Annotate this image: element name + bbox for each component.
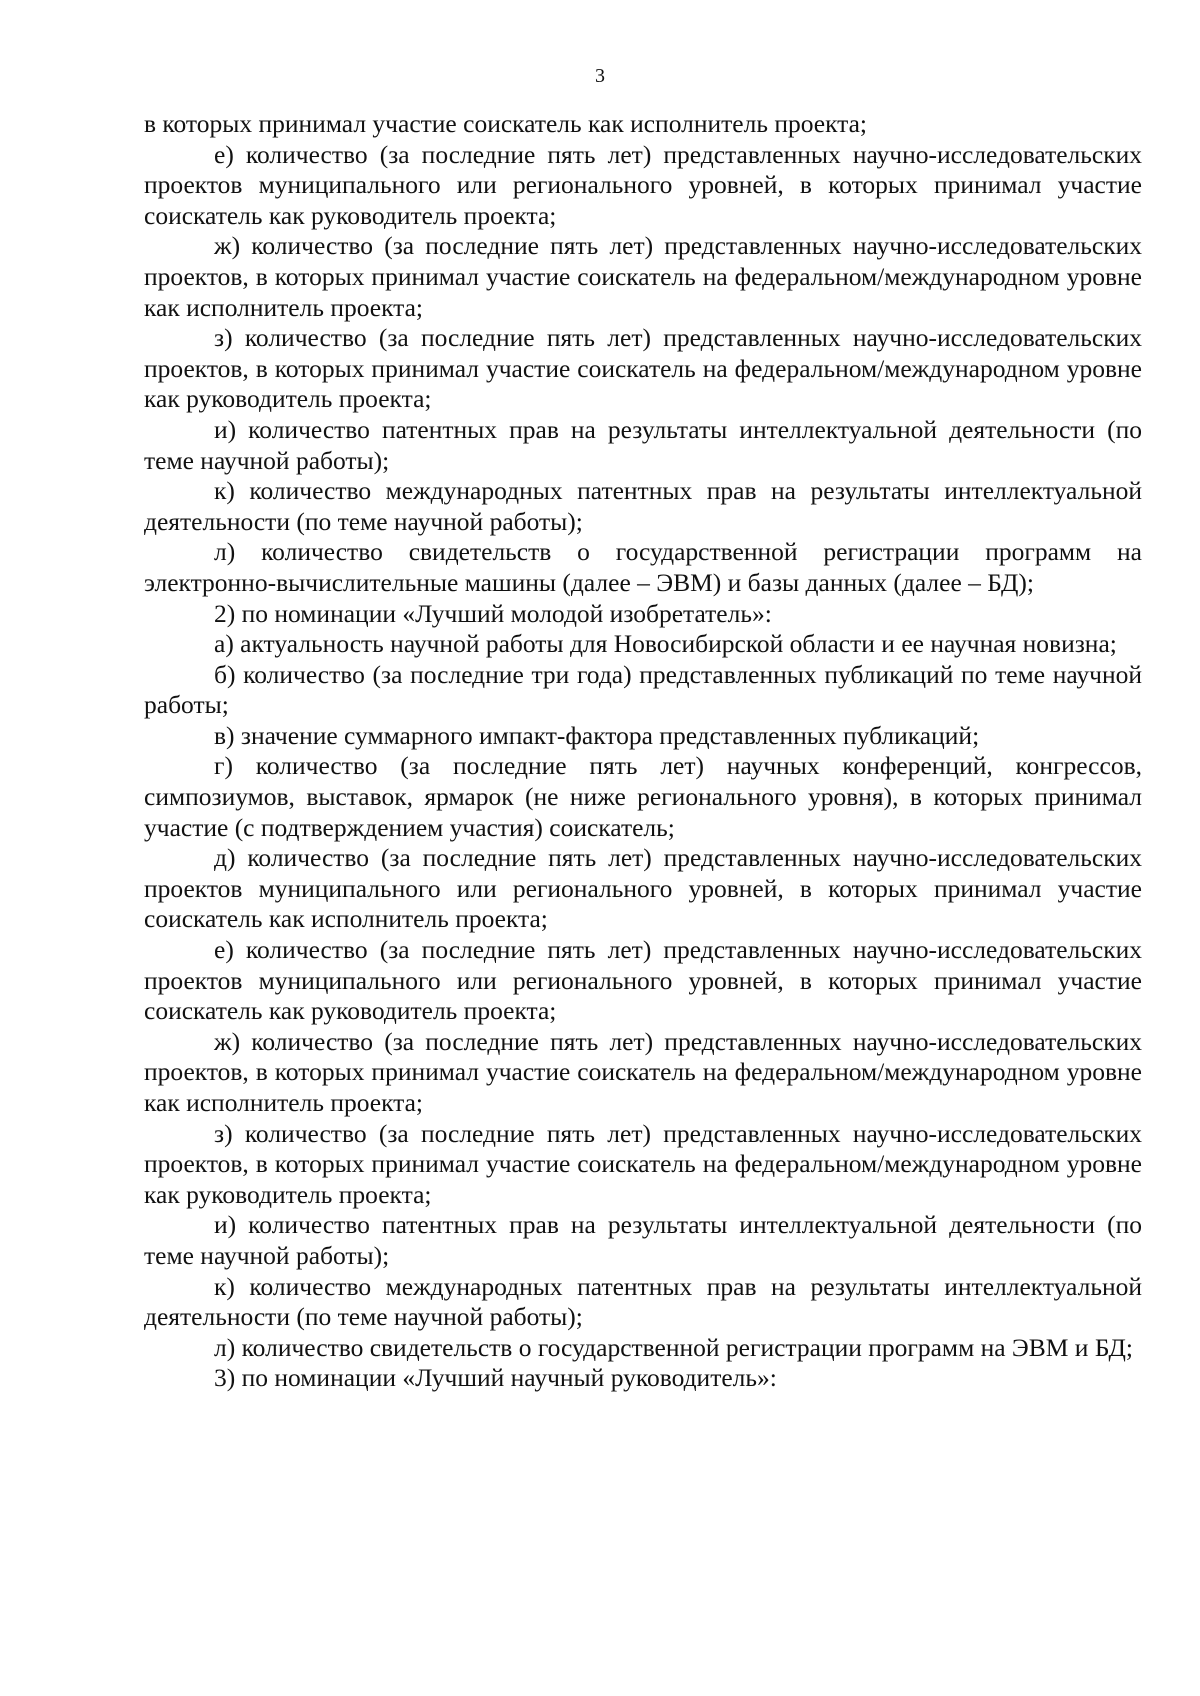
paragraph: ж) количество (за последние пять лет) представленных научно-исследовательских проектов, в которых принимал участие соискатель на федеральном/международном уровне как исполнитель проекта;	[144, 231, 1142, 322]
paragraph: д) количество (за последние пять лет) представленных научно-исследовательских проектов муниципального или регионального уровней, в которых принимал участие соискатель как исполнитель проекта;	[144, 843, 1142, 934]
paragraph: б) количество (за последние три года) представленных публикаций по теме научной работы;	[144, 659, 1142, 720]
paragraph: 2) по номинации «Лучший молодой изобретатель»:	[214, 598, 772, 628]
paragraph: е) количество (за последние пять лет) представленных научно-исследовательских проектов муниципального или регионального уровней, в которых принимал участие соискатель как руководитель проекта;	[144, 139, 1142, 230]
paragraph: ж) количество (за последние пять лет) представленных научно-исследовательских проектов, в которых принимал участие соискатель на федеральном/международном уровне как исполнитель проекта;	[144, 1026, 1142, 1117]
paragraph: и) количество патентных прав на результаты интеллектуальной деятельности (по теме научной работы);	[144, 414, 1142, 475]
paragraph: а) актуальность научной работы для Новосибирской области и ее научная новизна;	[214, 629, 1117, 659]
paragraph: 3) по номинации «Лучший научный руководитель»:	[214, 1363, 777, 1393]
paragraph: и) количество патентных прав на результаты интеллектуальной деятельности (по теме научной работы);	[144, 1210, 1142, 1270]
paragraph: в) значение суммарного импакт-фактора представленных публикаций;	[214, 720, 980, 750]
paragraph: з) количество (за последние пять лет) представленных научно-исследовательских проектов, в которых принимал участие соискатель на федеральном/международном уровне как руководитель проекта;	[144, 1118, 1142, 1209]
paragraph: к) количество международных патентных прав на результаты интеллектуальной деятельности (по теме научной работы);	[144, 476, 1142, 536]
paragraph: з) количество (за последние пять лет) представленных научно-исследовательских проектов, в которых принимал участие соискатель на федеральном/международном уровне как руководитель проекта;	[144, 323, 1142, 414]
paragraph: е) количество (за последние пять лет) представленных научно-исследовательских проектов муниципального или регионального уровней, в которых принимал участие соискатель как руководитель проекта;	[144, 935, 1142, 1026]
paragraph: л) количество свидетельств о государственной регистрации программ на электронно-вычислительные машины (далее – ЭВМ) и базы данных (далее – БД);	[144, 537, 1142, 597]
page-number: 3	[595, 65, 605, 87]
paragraph: в которых принимал участие соискатель как исполнитель проекта;	[144, 109, 868, 138]
paragraph: г) количество (за последние пять лет) научных конференций, конгрессов, симпозиумов, выставок, ярмарок (не ниже регионального уровня), в которых принимал участие (с подтверждением участия) соискатель;	[144, 751, 1142, 842]
paragraph: к) количество международных патентных прав на результаты интеллектуальной деятельности (по теме научной работы);	[144, 1271, 1142, 1332]
document-body	[144, 109, 1142, 1394]
paragraph: л) количество свидетельств о государственной регистрации программ на ЭВМ и БД;	[214, 1332, 1133, 1362]
